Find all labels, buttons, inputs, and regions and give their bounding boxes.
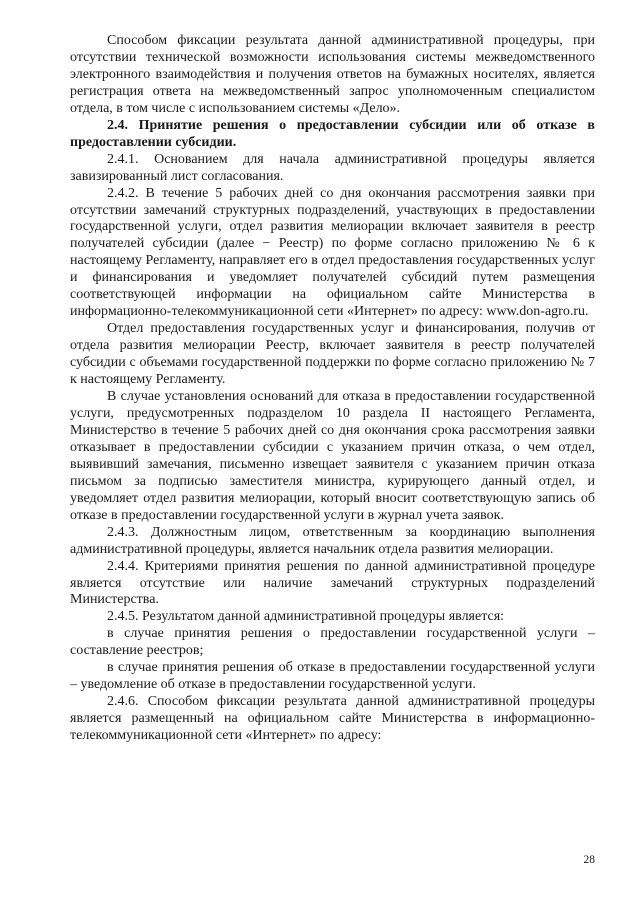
document-body [70, 33, 595, 745]
paragraph-finance-department: Отдел предоставления государственных услуг и финансирования, получив от отдела развития мелиорации Реестр, включает заявителя в реестр получателей субсидии с объемами государственной поддержки по форме согласно приложению № 7 к настоящему Регламенту. [70, 321, 595, 388]
paragraph-2-4-5: 2.4.5. Результатом данной административной процедуры является: [107, 609, 505, 625]
paragraph-2-4-2: 2.4.2. В течение 5 рабочих дней со дня окончания рассмотрения заявки при отсутствии замечаний структурных подразделений, участвующих в предоставлении государственной услуги, отдел развития мелиорации включает заявителя в реестр получателей субсидии (далее − Реестр) по форме согласно приложению № 6 к настоящему Регламенту, направляет его в отдел предоставления государственных услуг и финансирования и уведомляет получателей субсидий путем размещения соответствующей информации на официальном сайте Министерства в информационно-телекоммуникационной сети «Интернет» по адресу: www.don-agro.ru. [70, 185, 595, 320]
page-number: 28 [583, 854, 595, 866]
paragraph-2-4-4: 2.4.4. Критериями принятия решения по данной административной процедуре является отсутствие или наличие замечаний структурных подразделений Министерства. [70, 558, 595, 608]
paragraph-result-approval: в случае принятия решения о предоставлении государственной услуги – составление реестров; [70, 626, 595, 659]
paragraph-2-4-1: 2.4.1. Основанием для начала административной процедуры является завизированный лист согласования. [70, 151, 595, 184]
paragraph-2-4-3: 2.4.3. Должностным лицом, ответственным за координацию выполнения административной процедуры, является начальник отдела развития мелиорации. [70, 524, 595, 557]
section-heading-2-4: 2.4. Принятие решения о предоставлении субсидии или об отказе в предоставлении субсидии. [70, 117, 595, 150]
paragraph-fixation-method: Способом фиксации результата данной административной процедуры, при отсутствии технической возможности использования системы межведомственного электронного взаимодействия и получения ответов на бумажных носителях, является регистрация ответа на межведомственный запрос уполномоченным специалистом отдела, в том числе с использованием системы «Дело». [70, 33, 595, 116]
paragraph-2-4-6: 2.4.6. Способом фиксации результата данной административной процедуры является размещенный на официальном сайте Министерства в информационно-телекоммуникационной сети «Интернет» по адресу: [70, 694, 595, 744]
paragraph-result-refusal: в случае принятия решения об отказе в предоставлении государственной услуги – уведомление об отказе в предоставлении государственной услуги. [70, 660, 595, 693]
paragraph-refusal-grounds: В случае установления оснований для отказа в предоставлении государственной услуги, предусмотренных подразделом 10 раздела II настоящего Регламента, Министерство в течение 5 рабочих дней со дня окончания срока рассмотрения заявки отказывает в предоставлении субсидии с указанием причин отказа, о чем отдел, выявивший замечания, письменно извещает заявителя с указанием причин отказа письмом за подписью заместителя министра, курирующего данный отдел, и уведомляет отдел развития мелиорации, который вносит соответствующую запись об отказе в предоставлении государственной услуги в журнал учета заявок. [70, 389, 595, 523]
